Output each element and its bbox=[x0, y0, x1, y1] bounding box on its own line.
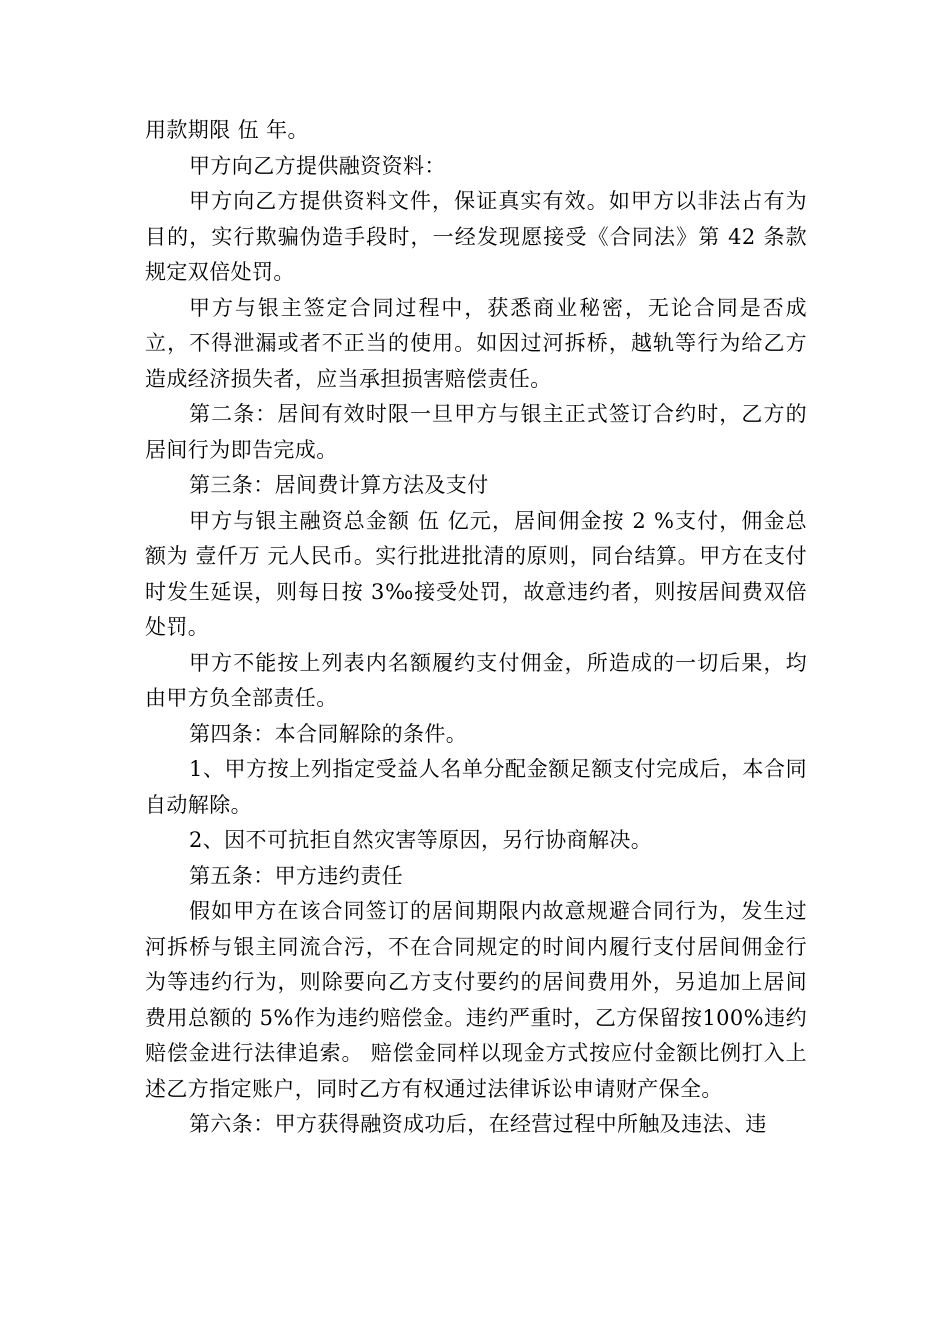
paragraph-article-2: 第二条：居间有效时限一旦甲方与银主正式签订合约时，乙方的居间行为即告完成。 bbox=[145, 402, 807, 462]
paragraph-loan-term: 用款期限 伍 年。 bbox=[145, 118, 309, 142]
paragraph-confidentiality: 甲方与银主签定合同过程中，获悉商业秘密，无论合同是否成立，不得泄漏或者不正当的使用。如因过河拆桥，越轨等行为给乙方造成经济损失者，应当承担损害赔偿责任。 bbox=[145, 295, 807, 391]
paragraph-commission-calculation: 甲方与银主融资总金额 伍 亿元，居间佣金按 2 %支付，佣金总额为 壹仟万 元人民币。实行批进批清的原则，同台结算。甲方在支付时发生延误，则每日按 3‰接受处罚，故意违约者，则按居间费双倍处罚。 bbox=[145, 508, 807, 639]
paragraph-article-3-heading: 第三条：居间费计算方法及支付 bbox=[189, 473, 489, 497]
paragraph-termination-condition-1: 1、甲方按上列指定受益人名单分配金额足额支付完成后，本合同自动解除。 bbox=[145, 757, 807, 817]
document-page bbox=[145, 113, 807, 1143]
paragraph-article-6: 第六条：甲方获得融资成功后，在经营过程中所触及违法、违 bbox=[189, 1112, 767, 1136]
paragraph-materials-authenticity: 甲方向乙方提供资料文件，保证真实有效。如甲方以非法占有为目的，实行欺骗伪造手段时，一经发现愿接受《合同法》第 42 条款规定双倍处罚。 bbox=[145, 189, 807, 284]
paragraph-financing-materials-heading: 甲方向乙方提供融资资料： bbox=[189, 153, 446, 178]
paragraph-termination-condition-2: 2、因不可抗拒自然灾害等原因，另行协商解决。 bbox=[189, 828, 653, 852]
paragraph-breach-liability: 假如甲方在该合同签订的居间期限内故意规避合同行为，发生过河拆桥与银主同流合污，不在合同规定的时间内履行支付居间佣金行为等违约行为，则除要向乙方支付要约的居间费用外，另追加上居间费用总额的 5%作为违约赔偿金。违约严重时，乙方保留按100%违约赔偿金进行法律追索。 赔偿金同样以现金方式按应付金额比例打入上述乙方指定账户，同时乙方有权通过法律诉讼申请财产保全。 bbox=[145, 899, 807, 1101]
paragraph-commission-liability: 甲方不能按上列表内名额履约支付佣金，所造成的一切后果，均由甲方负全部责任。 bbox=[145, 650, 807, 710]
paragraph-article-5-heading: 第五条：甲方违约责任 bbox=[189, 863, 403, 888]
paragraph-article-4-heading: 第四条：本合同解除的条件。 bbox=[189, 721, 468, 746]
